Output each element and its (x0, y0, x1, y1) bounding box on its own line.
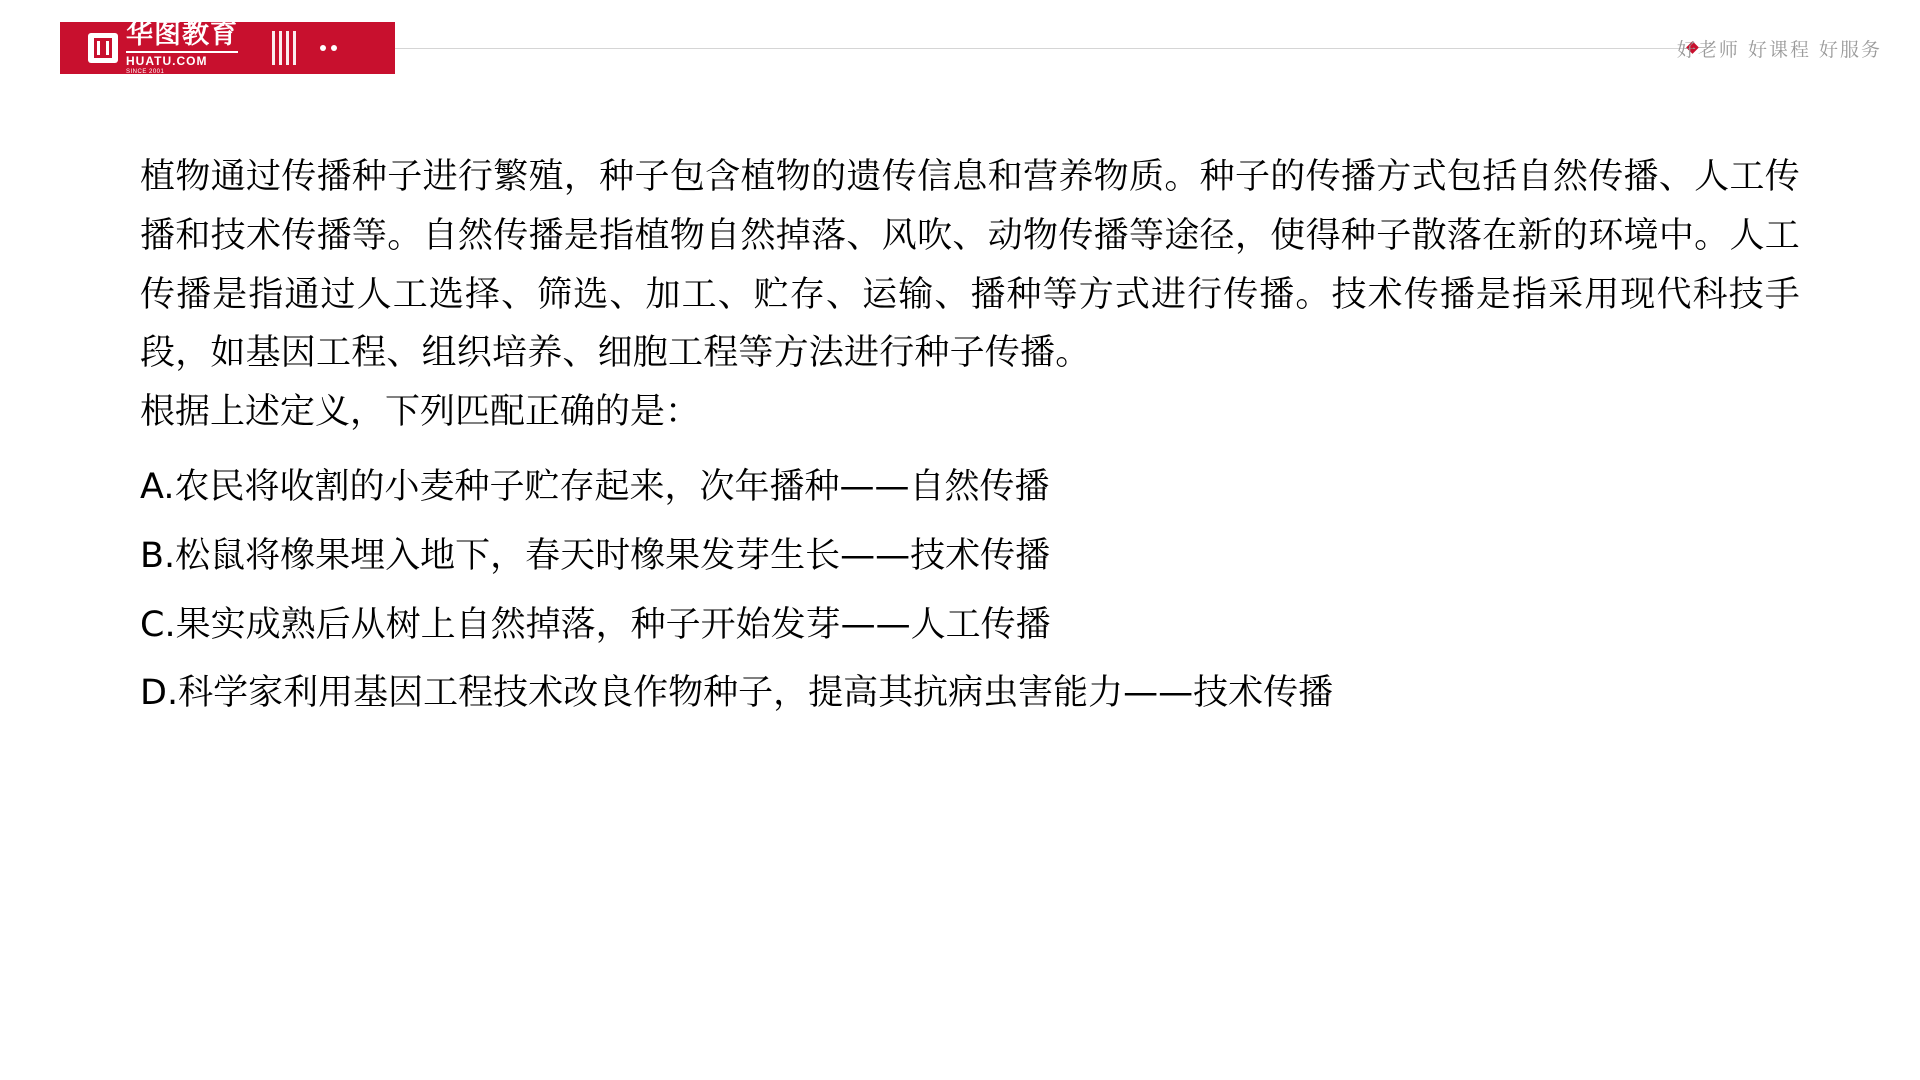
option-d[interactable]: D.科学家利用基因工程技术改良作物种子，提高其抗病虫害能力——技术传播 (140, 673, 1334, 714)
decorative-stripes-icon (272, 31, 296, 65)
huatu-logo-icon (88, 33, 118, 63)
passage-text: 植物通过传播种子进行繁殖，种子包含植物的遗传信息和营养物质。种子的传播方式包括自然传播、人工传播和技术传播等。自然传播是指植物自然掉落、风吹、动物传播等途径，使得种子散落在新的环境中。人工传播是指通过人工选择、筛选、加工、贮存、运输、播种等方式进行传播。技术传播是指采用现代科技手段，如基因工程、组织培养、细胞工程等方法进行种子传播。 (140, 157, 1800, 374)
logo-domain: HUATU.COM (126, 51, 238, 67)
logo-text (126, 21, 238, 75)
option-b[interactable]: B.松鼠将橡果埋入地下，春天时橡果发芽生长——技术传播 (140, 535, 1051, 576)
header-divider-line (395, 48, 1692, 49)
logo-chinese-name: 华图教育 (126, 19, 238, 50)
question-prompt: 根据上述定义，下列匹配正确的是： (140, 392, 701, 433)
option-c[interactable]: C.果实成熟后从树上自然掉落，种子开始发芽——人工传播 (140, 604, 1051, 645)
brand-bar (60, 19, 395, 75)
logo-since: SINCE 2001 (126, 69, 165, 75)
decorative-dots-icon (320, 45, 337, 51)
option-a[interactable]: A.农民将收割的小麦种子贮存起来，次年播种——自然传播 (140, 466, 1050, 507)
question-content (140, 148, 1800, 733)
slide-header (0, 19, 1920, 75)
options-list (140, 458, 1800, 723)
header-slogan: 好老师 好课程 好服务 (1676, 39, 1882, 61)
